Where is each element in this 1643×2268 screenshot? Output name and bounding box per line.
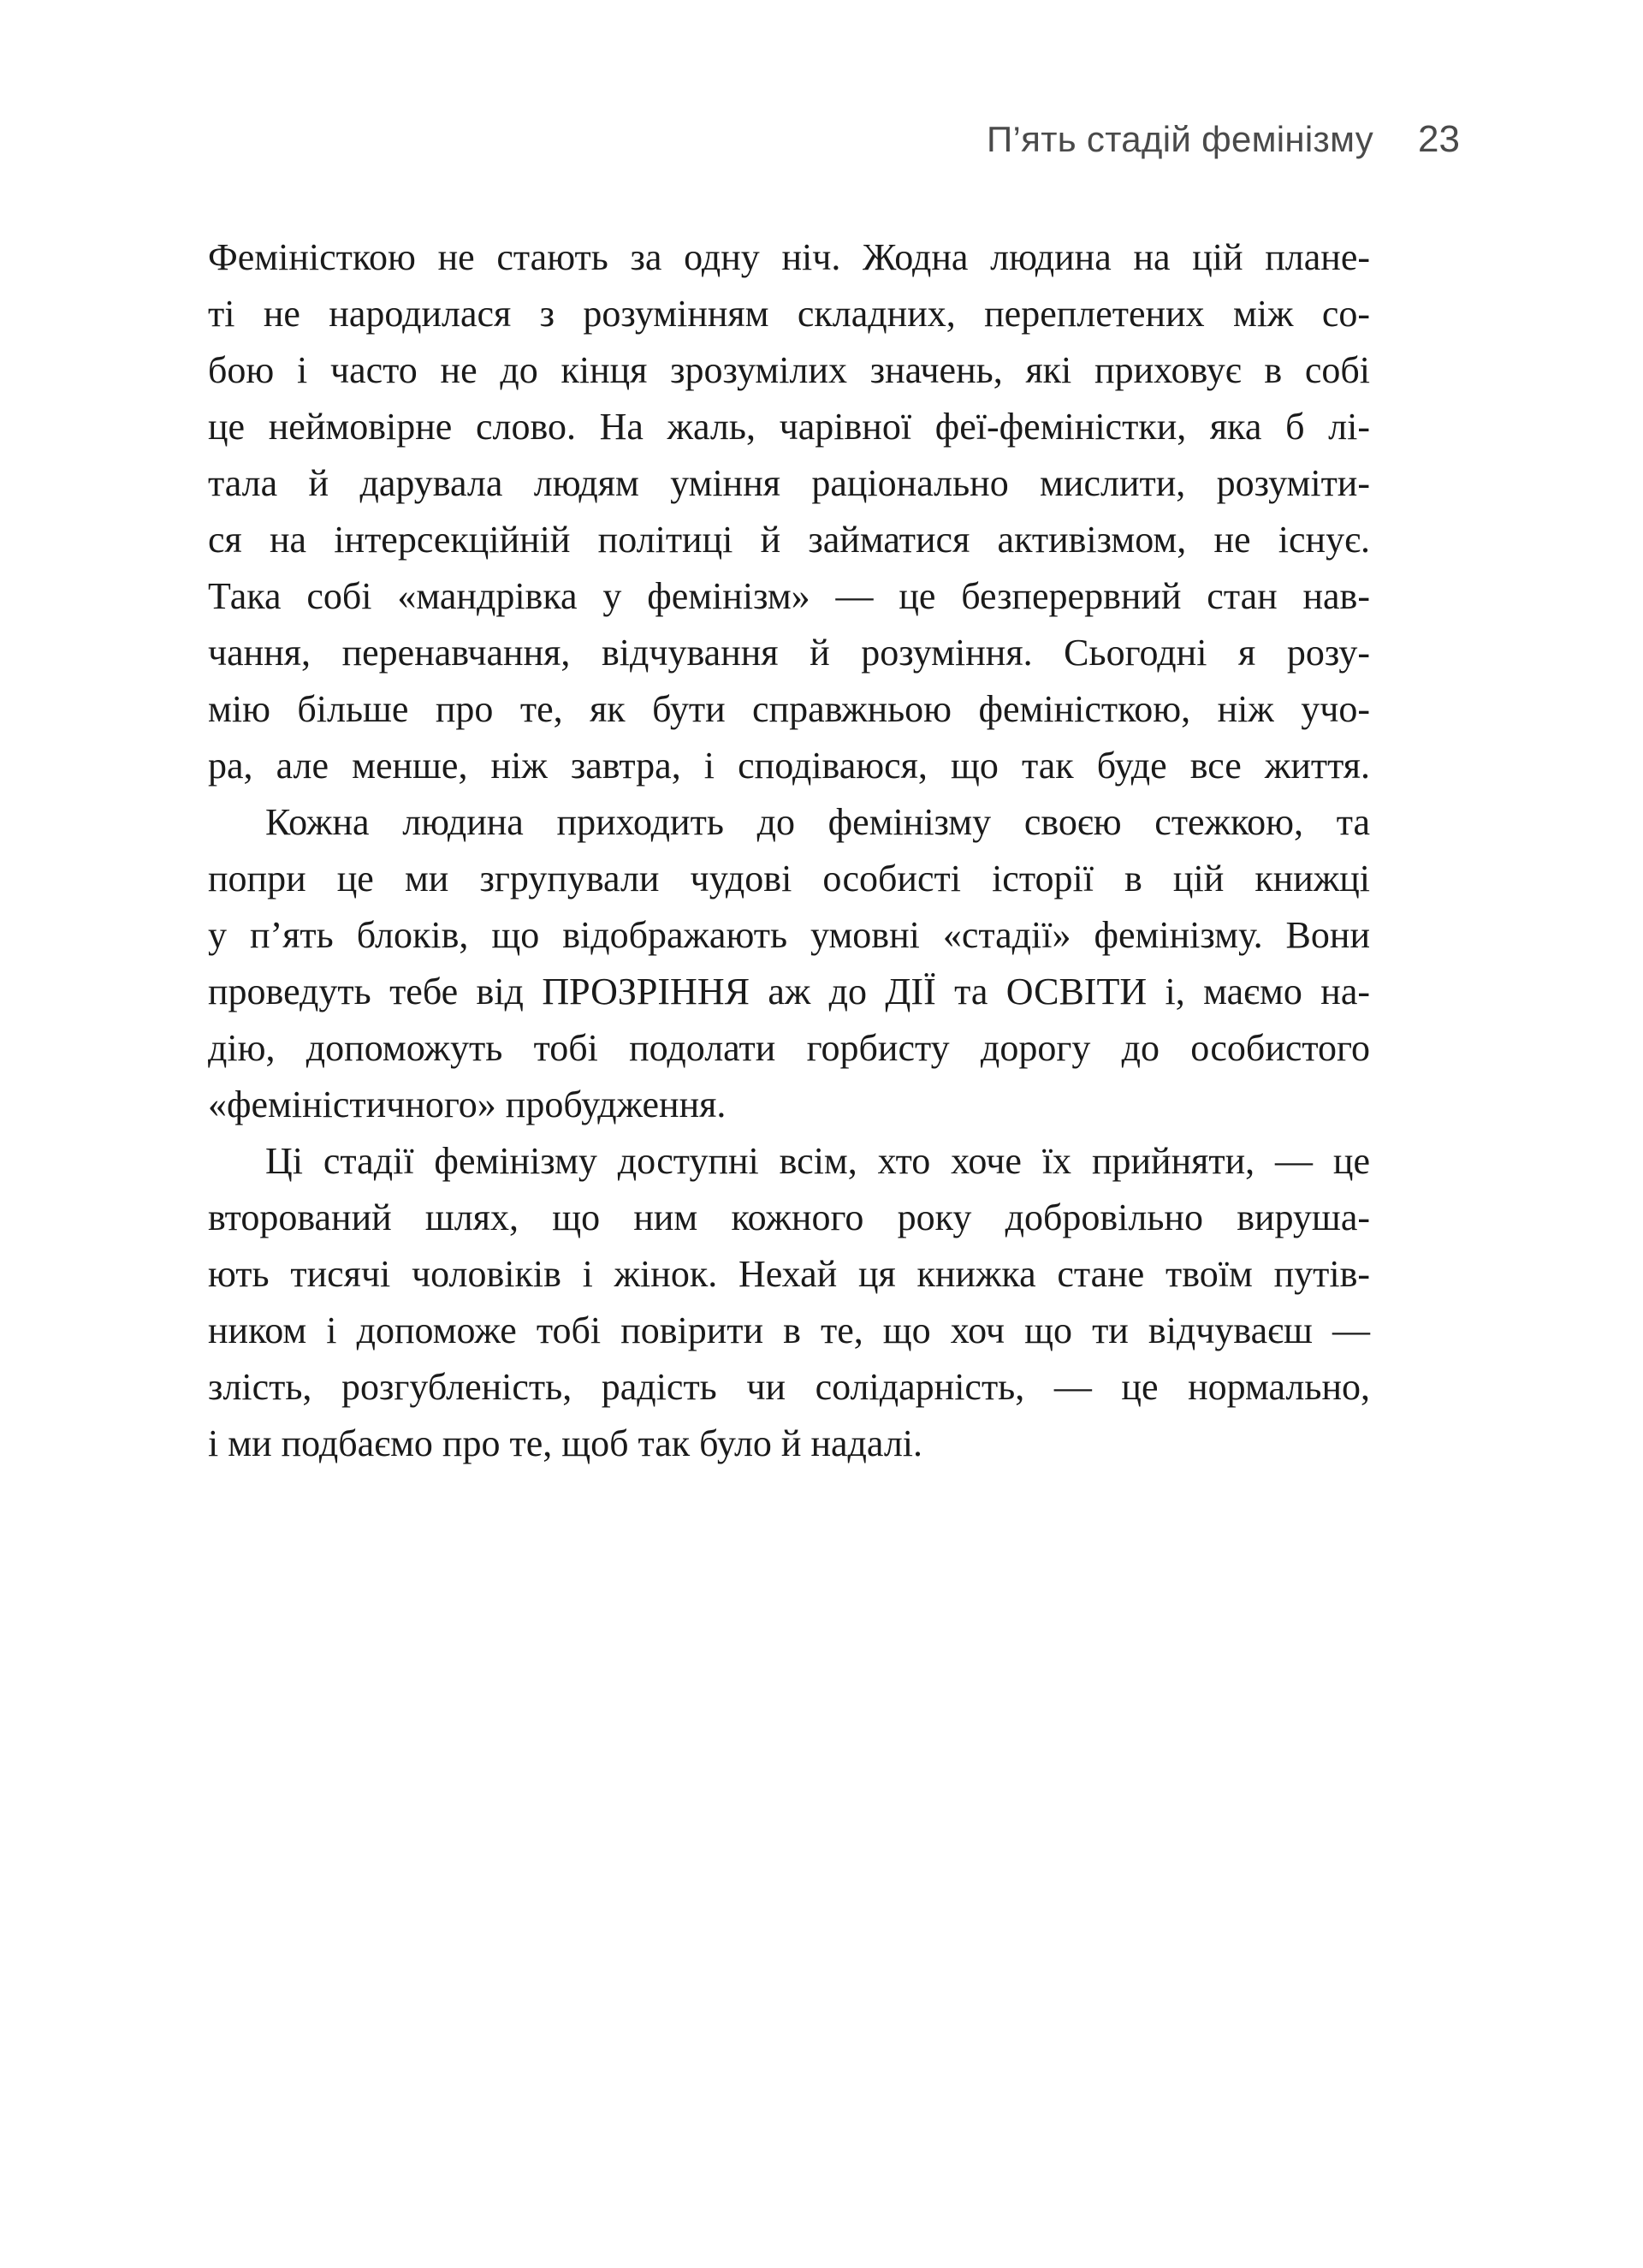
body-text <box>208 229 1370 1472</box>
text-line: «феміністичного» пробудження. <box>208 1084 727 1125</box>
text-line: мію більше про те, як бути справжньою феміністкою, ніж учо- <box>208 688 1370 730</box>
text-line: чання, перенавчання, відчування й розуміння. Сьогодні я розу- <box>208 632 1370 674</box>
text-line: у п’ять блоків, що відображають умовні «стадії» фемінізму. Вони <box>208 914 1370 956</box>
text-line: Така собі «мандрівка у фемінізм» — це безперервний стан нав- <box>208 575 1370 617</box>
text-line: бою і часто не до кінця зрозумілих значень, які приховує в собі <box>208 349 1370 391</box>
text-line: злість, розгубленість, радість чи солідарність, — це нормально, <box>208 1366 1370 1408</box>
text-line: дію, допоможуть тобі подолати горбисту дорогу до особистого <box>208 1027 1370 1069</box>
text-line: вторований шлях, що ним кожного року добровільно вируша- <box>208 1196 1370 1238</box>
running-header <box>987 118 1460 161</box>
text-line: ють тисячі чоловіків і жінок. Нехай ця книжка стане твоїм путів- <box>208 1253 1370 1295</box>
paragraph-1 <box>208 229 1370 794</box>
text-line: ті не народилася з розумінням складних, переплетених між со- <box>208 293 1370 335</box>
text-line: проведуть тебе від ПРОЗРІННЯ аж до ДІЇ та ОСВІТИ і, маємо на- <box>208 971 1370 1012</box>
text-line: це неймовірне слово. На жаль, чарівної феї-феміністки, яка б лі- <box>208 406 1370 448</box>
text-line: попри це ми згрупували чудові особисті історії в цій книжці <box>208 858 1370 899</box>
chapter-title: П’ять стадій фемінізму <box>987 119 1374 159</box>
text-line: Ці стадії фемінізму доступні всім, хто хоче їх прийняти, — це <box>265 1140 1370 1182</box>
text-line: тала й дарувала людям уміння раціонально мислити, розуміти- <box>208 462 1370 504</box>
text-line: ником і допоможе тобі повірити в те, що хоч що ти відчуваєш — <box>208 1309 1370 1351</box>
text-line: ся на інтерсекційній політиці й займатися активізмом, не існує. <box>208 519 1370 561</box>
text-line: і ми подбаємо про те, щоб так було й надалі. <box>208 1422 923 1464</box>
page-number: 23 <box>1418 118 1460 160</box>
paragraph-2 <box>208 794 1370 1133</box>
text-line: Феміністкою не стають за одну ніч. Жодна людина на цій плане- <box>208 236 1370 278</box>
paragraph-3 <box>208 1133 1370 1472</box>
text-line: ра, але менше, ніж завтра, і сподіваюся, що так буде все життя. <box>208 745 1370 787</box>
text-line: Кожна людина приходить до фемінізму своєю стежкою, та <box>265 801 1370 843</box>
